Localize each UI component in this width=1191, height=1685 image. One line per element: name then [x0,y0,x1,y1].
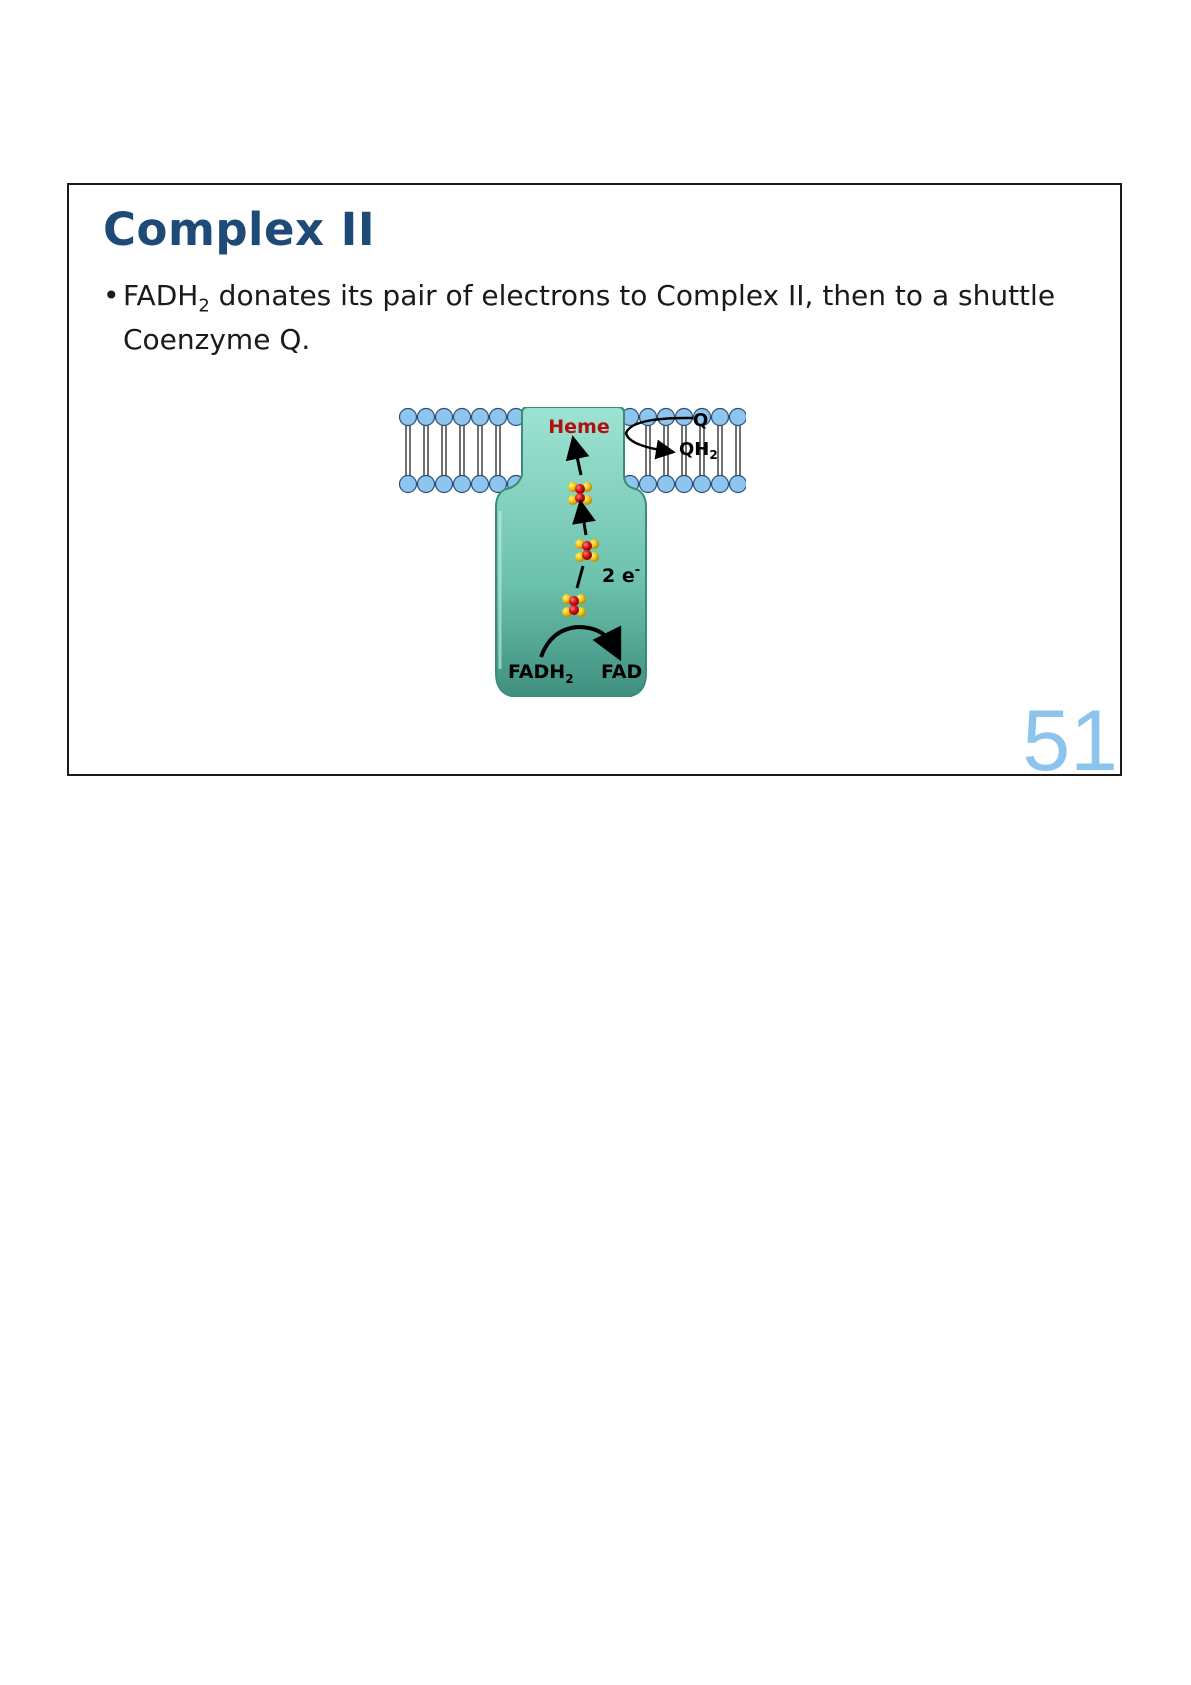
fadh2-subscript: 2 [565,672,574,686]
qh2-subscript: 2 [709,448,718,462]
heme-label: Heme [548,416,610,438]
electrons-superscript: - [634,563,641,578]
fad-label: FAD [601,661,643,683]
slide-number: 51 [1022,693,1118,776]
q-label: Q [693,410,709,431]
bullet-text [103,279,1083,356]
bullet-marker: • [103,279,120,312]
bullet-point [103,279,1083,356]
bullet-text-post: donates its pair of electrons to Complex II, then to a shuttle Coenzyme Q. [123,279,1056,356]
qh2-text: QH [679,439,710,460]
complex-ii-diagram [396,407,746,697]
qh2-label [679,439,718,462]
fadh2-label [508,661,574,686]
slide-title: Complex II [103,203,376,256]
bullet-text-subscript: 2 [198,295,210,317]
fadh2-text: FADH [508,661,566,683]
bullet-text-pre: FADH [123,279,199,312]
electrons-label [602,563,640,587]
slide [67,183,1122,776]
complex-ii-protein [496,407,646,697]
electrons-text: 2 e [602,565,635,587]
